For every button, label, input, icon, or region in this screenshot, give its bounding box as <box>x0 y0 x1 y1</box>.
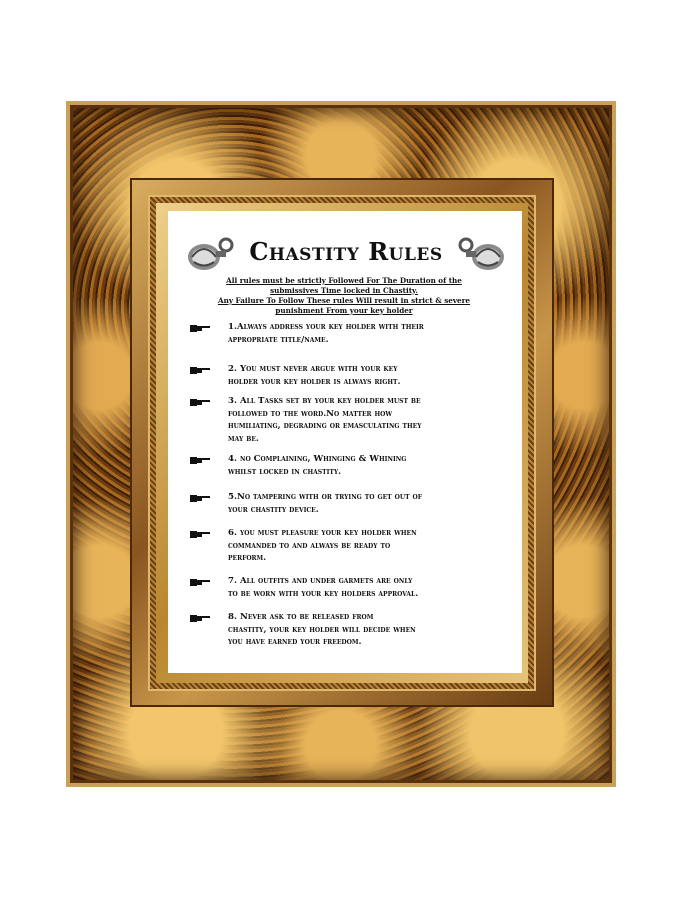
pointing-hand-icon <box>190 455 212 465</box>
pointing-hand-icon <box>190 577 212 587</box>
rule-line: appropriate title/name. <box>228 334 329 345</box>
pointing-hand-icon <box>190 529 212 539</box>
rule-line: 5.No tampering with or trying to get out of <box>228 492 423 502</box>
rule-text <box>228 363 480 388</box>
intro-text <box>200 276 488 316</box>
rule-text <box>228 575 480 600</box>
intro-line: submissives Time locked in Chastity. <box>270 286 418 295</box>
page-title: Chastity Rules <box>249 237 443 266</box>
rule-text <box>228 611 480 649</box>
rule-line: you have earned your freedom. <box>228 637 362 647</box>
rule-text <box>228 453 480 478</box>
pointing-hand-icon <box>190 397 212 407</box>
rule-text <box>228 321 480 346</box>
rule-line: 6. you must pleasure your key holder when <box>228 528 417 538</box>
rule-line: followed to the word.No matter how <box>228 408 393 419</box>
rule-line: to be worn with your key holders approval. <box>228 588 419 599</box>
pointing-hand-icon <box>190 613 212 623</box>
rule-line: may be. <box>228 433 259 444</box>
rule-line: 1.Always address your key holder with their <box>228 322 424 332</box>
rule-text <box>228 395 480 445</box>
title-row <box>186 235 506 277</box>
pointing-hand-icon <box>190 323 212 333</box>
chastity-cage-icon <box>458 235 506 273</box>
rule-line: chastity, your key holder will decide when <box>228 624 416 635</box>
intro-line: punishment From your key holder <box>275 306 413 315</box>
rule-line: whilst locked in chastity. <box>228 466 342 477</box>
rule-line: 8. Never ask to be released from <box>228 612 374 622</box>
intro-line: Any Failure To Follow These rules Will result in strict & severe <box>218 296 470 305</box>
rule-text <box>228 527 480 565</box>
pointing-hand-icon <box>190 365 212 375</box>
rule-line: 7. All outfits and under garmets are only <box>228 576 413 586</box>
rule-line: 3. All Tasks set by your key holder must be <box>228 396 421 406</box>
rule-line: perform. <box>228 553 267 563</box>
rule-line: 4. no Complaining, Whinging & Whining <box>228 454 407 464</box>
pointing-hand-icon <box>190 493 212 503</box>
intro-line: All rules must be strictly Followed For The Duration of the <box>226 276 462 285</box>
rule-line: commanded to and always be ready to <box>228 540 391 551</box>
rule-line: 2. You must never argue with your key <box>228 364 398 374</box>
chastity-cage-icon <box>186 235 234 273</box>
rule-line: holder your key holder is always right. <box>228 376 401 387</box>
rule-line: humiliating, degrading or emasculating they <box>228 421 422 431</box>
rule-line: your chastity device. <box>228 504 319 515</box>
rule-text <box>228 491 480 516</box>
